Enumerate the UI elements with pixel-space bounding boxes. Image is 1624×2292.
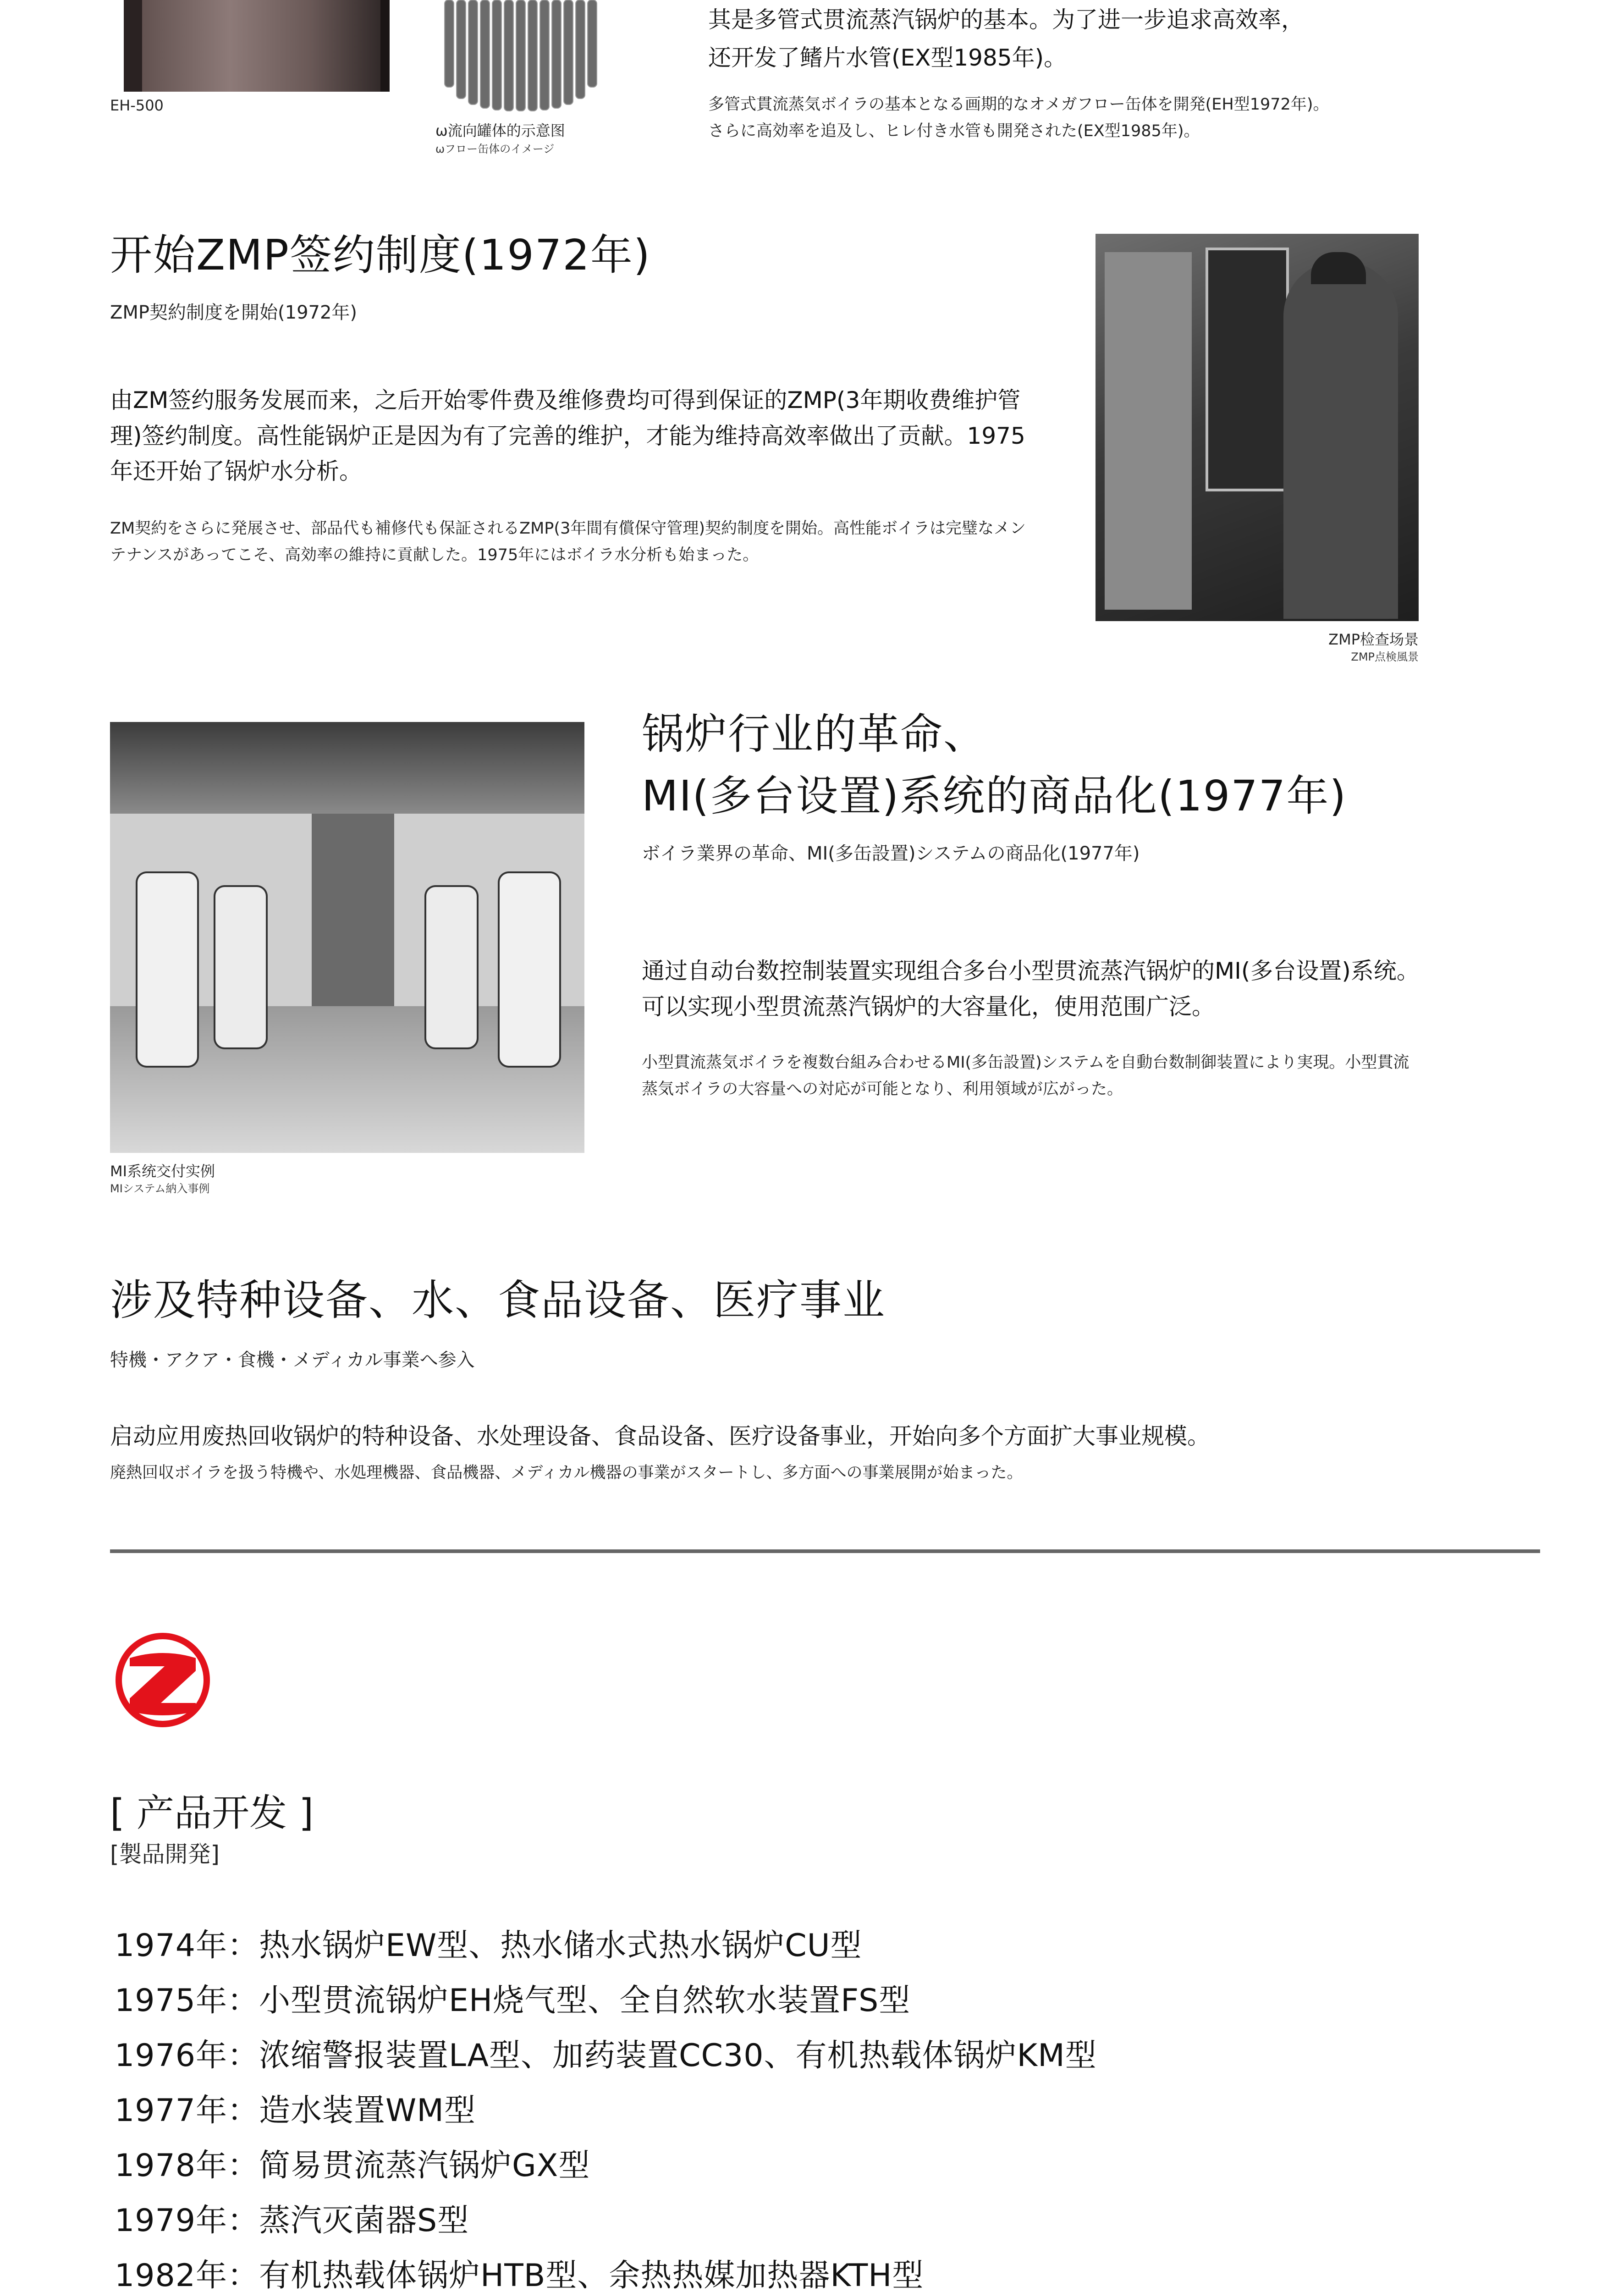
product-heading-jp: [製品開発] <box>110 1841 220 1868</box>
mi-body-jp: 小型貫流蒸気ボイラを複数台組み合わせるMI(多缶設置)システムを自動台数制御装置により実現。小型貫流蒸気ボイラの大容量への対応が可能となり、利用領域が広がった。 <box>642 1053 1409 1098</box>
flow-caption-zh: ω流向罐体的示意图 <box>435 122 565 139</box>
product-heading: [ 产品开发 ] <box>110 1791 314 1835</box>
section-divider <box>110 1549 1540 1553</box>
eh500-photo <box>124 0 390 92</box>
mi-subtitle: ボイラ業界の革命、MI(多缶設置)システムの商品化(1977年) <box>642 843 1140 864</box>
mi-title-line1: 锅炉行业的革命、 <box>642 710 987 759</box>
mi-system-photo <box>110 722 584 1153</box>
zmp-body-zh: 由ZM签约服务发展而来，之后开始零件费及维修费均可得到保证的ZMP(3年期收费维护管理)签约制度。高性能锅炉正是因为有了完善的维护，才能为维持高效率做出了贡献。1975年还开始了锅炉水分析。 <box>110 387 1025 485</box>
top-text-zh-2: 还开发了鳍片水管(EX型1985年)。 <box>708 44 1067 71</box>
eh500-caption: EH-500 <box>110 97 164 114</box>
list-item: 1977年：造水装置WM型 <box>115 2093 476 2129</box>
mi-body-zh: 通过自动台数控制装置实现组合多台小型贯流蒸汽锅炉的MI(多台设置)系统。可以实现小型贯流蒸汽锅炉的大容量化，使用范围广泛。 <box>642 958 1420 1020</box>
product-list-zh <box>115 1918 1097 2292</box>
list-item: 1975年：小型贯流锅炉EH烧气型、全自然软水装置FS型 <box>115 1983 911 2019</box>
zmp-photo-caption-zh: ZMP检查场景 <box>1328 631 1419 648</box>
special-subtitle: 特機・アクア・食機・メディカル事業へ参入 <box>110 1350 475 1371</box>
special-body-zh: 启动应用废热回收锅炉的特种设备、水处理设备、食品设备、医疗设备事业，开始向多个方面扩大事业规模。 <box>110 1423 1210 1449</box>
zmp-title: 开始ZMP签约制度(1972年) <box>110 231 651 280</box>
omega-flow-illustration <box>440 0 614 115</box>
list-item: 1982年：有机热载体锅炉HTB型、余热热媒加热器KTH型 <box>115 2258 924 2292</box>
list-item: 1974年：热水锅炉EW型、热水储水式热水锅炉CU型 <box>115 1928 862 1964</box>
list-item: 1979年：蒸汽灭菌器S型 <box>115 2203 469 2239</box>
company-logo-icon <box>112 1630 213 1730</box>
flow-caption-jp: ωフロー缶体のイメージ <box>435 143 555 155</box>
special-body-jp: 廃熱回収ボイラを扱う特機や、水処理機器、食品機器、メディカル機器の事業がスタートし、多方面への事業展開が始まった。 <box>110 1464 1023 1482</box>
top-text-zh-1: 其是多管式贯流蒸汽锅炉的基本。为了进一步追求高效率， <box>708 6 1304 33</box>
list-item: 1976年：浓缩警报装置LA型、加药装置CC30、有机热载体锅炉KM型 <box>115 2038 1097 2074</box>
zmp-photo-caption-jp: ZMP点検風景 <box>1351 650 1419 663</box>
mi-title-line2: MI(多台设置)系统的商品化(1977年) <box>642 771 1347 821</box>
mi-photo-caption-jp: MIシステム納入事例 <box>110 1182 210 1195</box>
top-text-jp-1: 多管式貫流蒸気ボイラの基本となる画期的なオメガフロー缶体を開発(EH型1972年)。 <box>708 95 1329 114</box>
list-item: 1978年：简易贯流蒸汽锅炉GX型 <box>115 2148 590 2184</box>
special-title: 涉及特种设备、水、食品设备、医疗事业 <box>110 1276 886 1325</box>
mi-photo-caption-zh: MI系统交付实例 <box>110 1163 215 1180</box>
zmp-body-jp: ZM契約をさらに発展させ、部品代も補修代も保証されるZMP(3年間有償保守管理)契約制度を開始。高性能ボイラは完璧なメンテナンスがあってこそ、高効率の維持に貢献した。1975年にはボイラ水分析も始まった。 <box>110 519 1026 564</box>
zmp-subtitle: ZMP契約制度を開始(1972年) <box>110 302 358 323</box>
zmp-inspection-photo <box>1096 234 1419 621</box>
top-text-jp-2: さらに高効率を追及し、ヒレ付き水管も開発された(EX型1985年)。 <box>708 122 1200 140</box>
